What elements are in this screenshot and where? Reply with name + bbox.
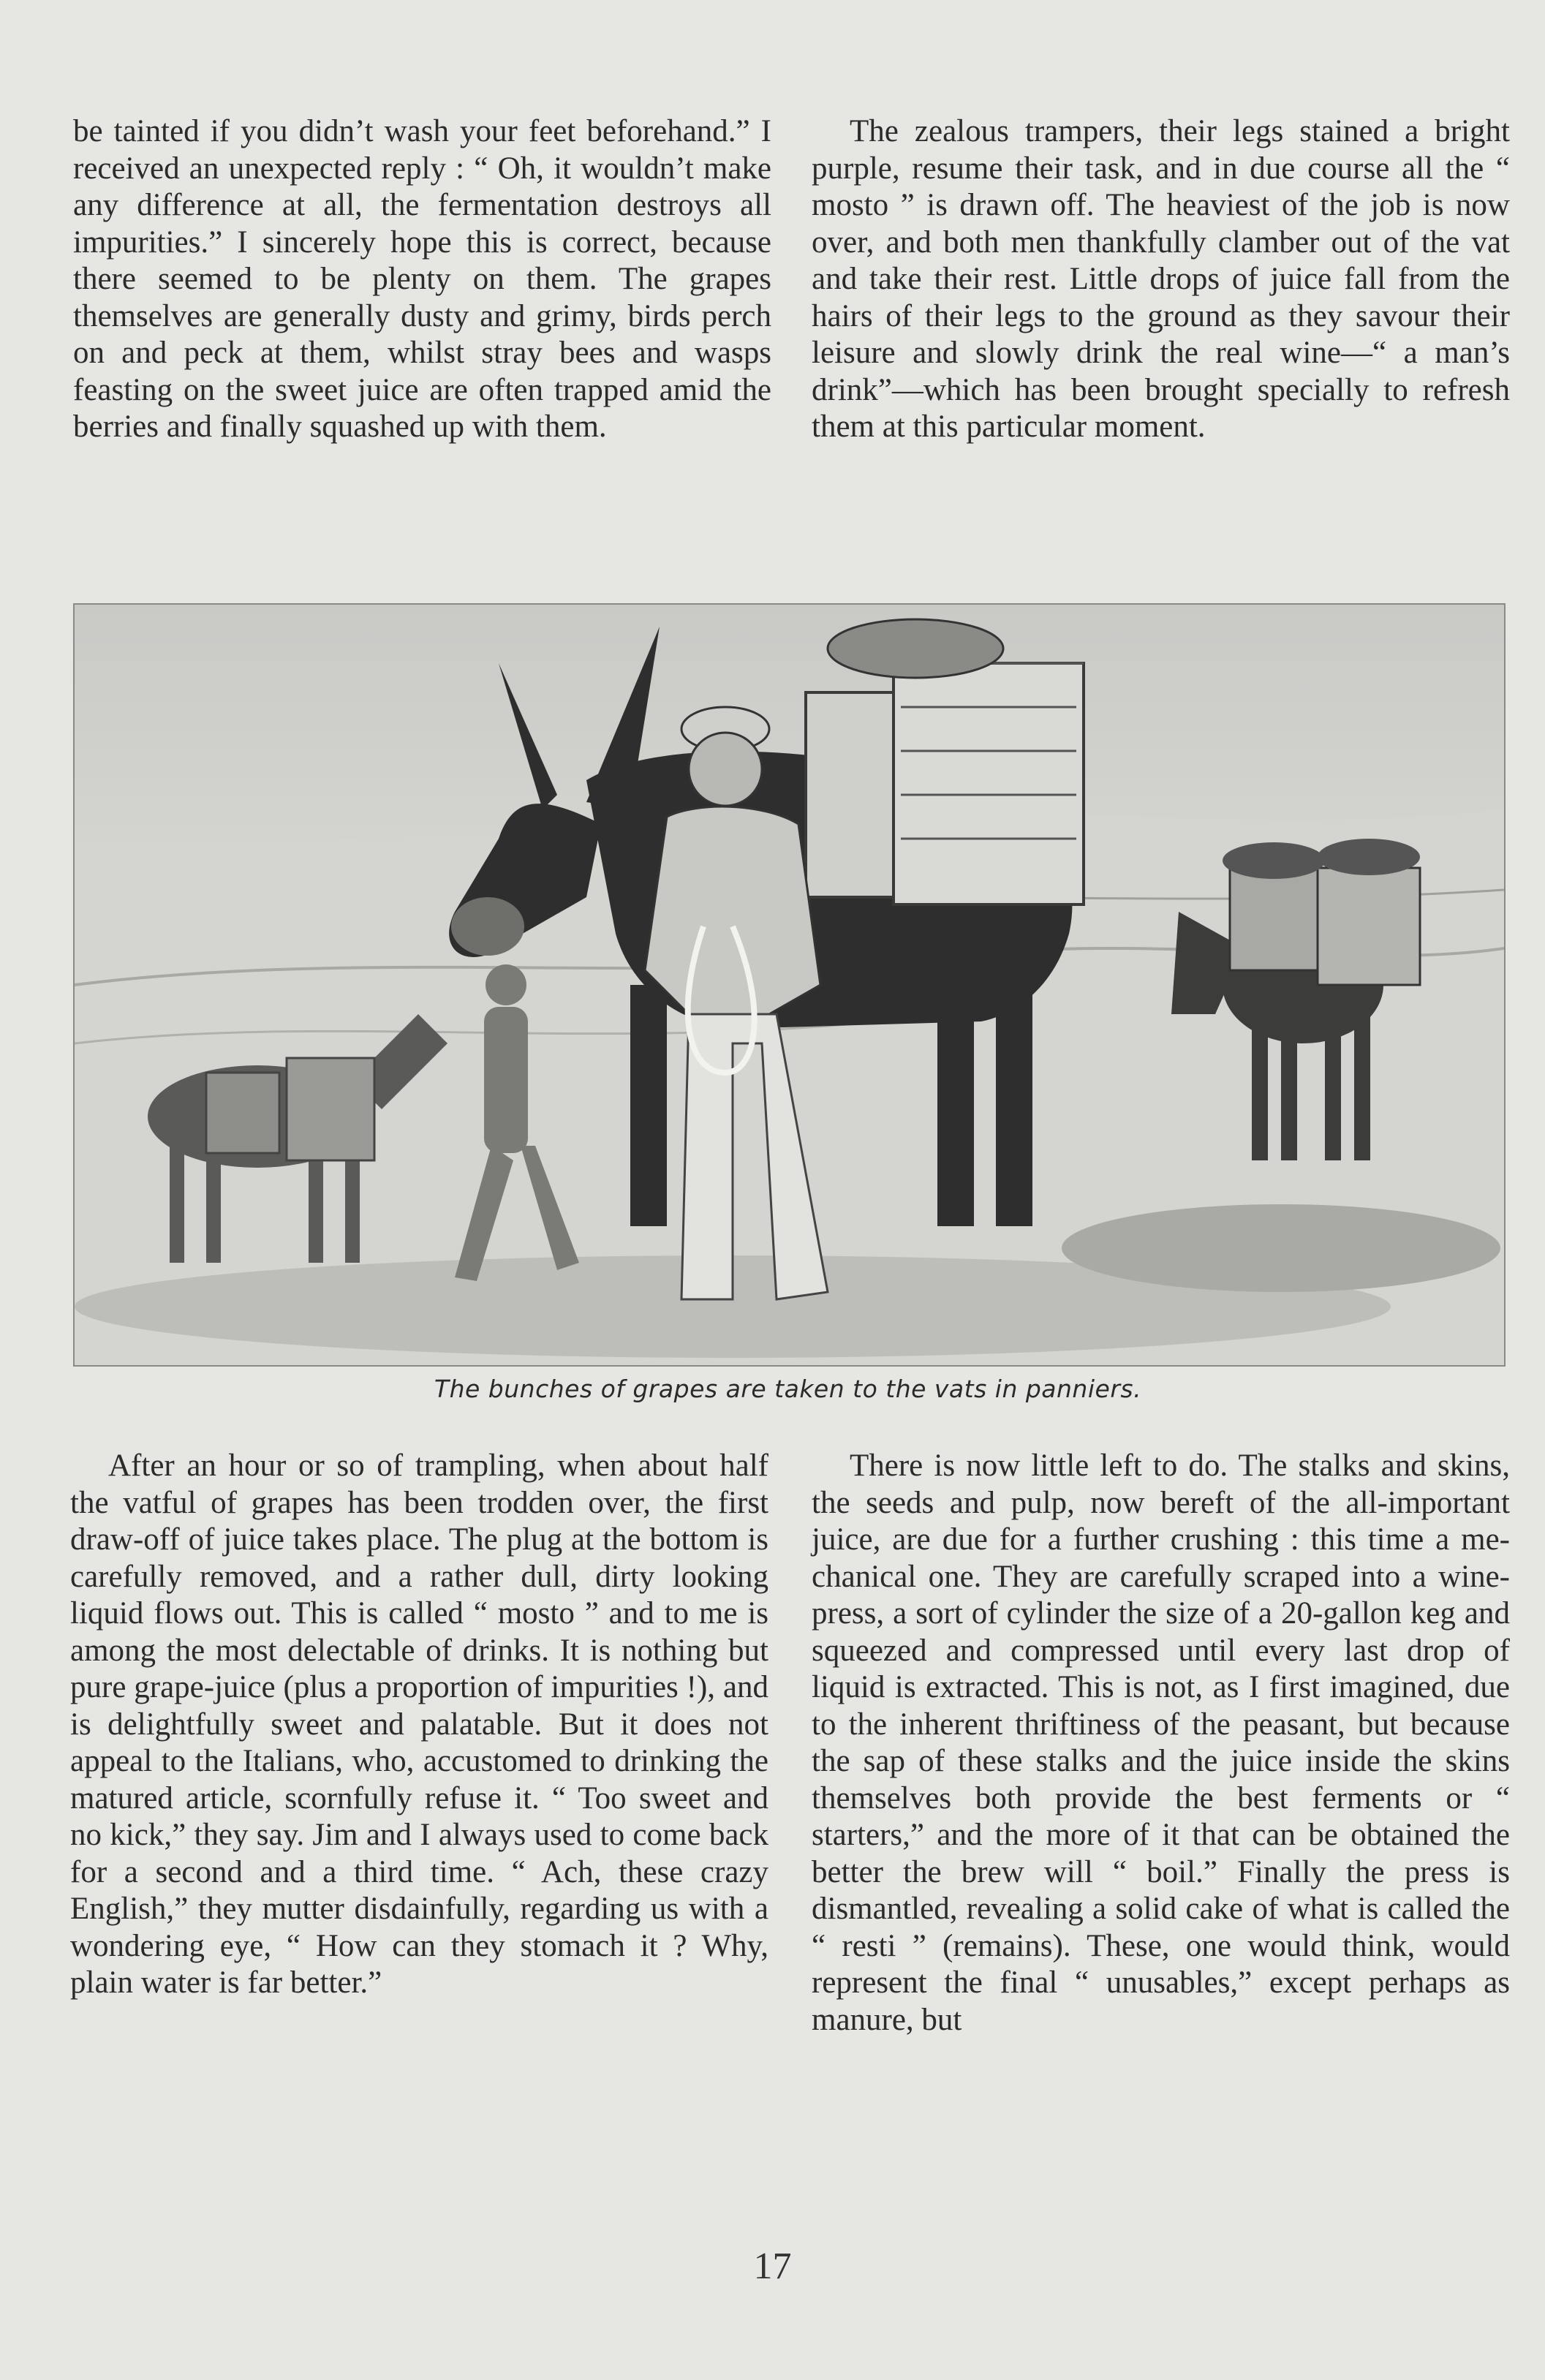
paragraph-top-left: be tainted if you didn’t wash your feet beforehand.” I received an unexpected reply : “ Oh, it wouldn’t make any difference at all, the fermentation destroys all impurities.” I sincerely hope this is correct, because there seemed to be plenty on them. The grapes themselves are generally dusty and grimy, birds perch on and peck at them, whilst stray bees and wasps feasting on the sweet juice are often trapped amid the berries and finally squashed up with them. [73, 114, 771, 444]
paragraph-top-right: The zealous trampers, their legs stained a bright purple, resume their task, and in due course all the “ mosto ” is drawn off. The heaviest of the job is now over, and both men thankfully clamber out of the vat and take their rest. Little drops of juice fall from the hairs of their legs to the ground as they savour their leisure and slowly drink the real wine—“ a man’s drink”—which has been brought specially to refresh them at this particular moment. [812, 114, 1510, 444]
text-column-bottom-right [812, 1448, 1510, 2039]
illustration-drawing [75, 605, 1504, 1365]
text-column-top-right [812, 113, 1510, 446]
paragraph-bottom-left: After an hour or so of trampling, when about half the vatful of grapes has been trodden over, the first draw-off of juice takes place. The plug at the bottom is carefully removed, and a rather dull, dirty looking liquid flows out. This is called “ mosto ” and to me is among the most delectable of drinks. It is nothing but pure grape-juice (plus a proportion of impurities !), and is delightfully sweet and palatable. But it does not appeal to the Italians, who, accustomed to drinking the matured article, scornfully refuse it. “ Too sweet and no kick,” they say. Jim and I always used to come back for a second and a third time. “ Ach, these crazy English,” they mutter disdainfully, regarding us with a wondering eye, “ How can they stomach it ? Why, plain water is far better.” [70, 1448, 768, 2000]
text-column-bottom-left [70, 1448, 768, 2002]
text-column-top-left [73, 113, 771, 446]
page-number: 17 [753, 2245, 792, 2287]
illustration-donkeys-with-panniers [73, 603, 1506, 1367]
paragraph-bottom-right: There is now little left to do. The stalks and skins, the seeds and pulp, now bereft of the all-important juice, are due for a further crushing : this time a mechanical one. They are carefully scraped into a wine-press, a sort of cylinder the size of a 20-gallon keg and squeezed and compressed until every last drop of liquid is extracted. This is not, as I first imagined, due to the inherent thriftiness of the peasant, but because the sap of these stalks and the juice inside the skins themselves both provide the best ferments or “ starters,” and the more of it that can be obtained the better the brew will “ boil.” Finally the press is dismantled, revealing a solid cake of what is called the “ resti ” (remains). These, one would think, would represent the final “ unusables,” except perhaps as manure, but [812, 1448, 1510, 2037]
figure-caption: The bunches of grapes are taken to the vats in panniers. [434, 1375, 1142, 1403]
